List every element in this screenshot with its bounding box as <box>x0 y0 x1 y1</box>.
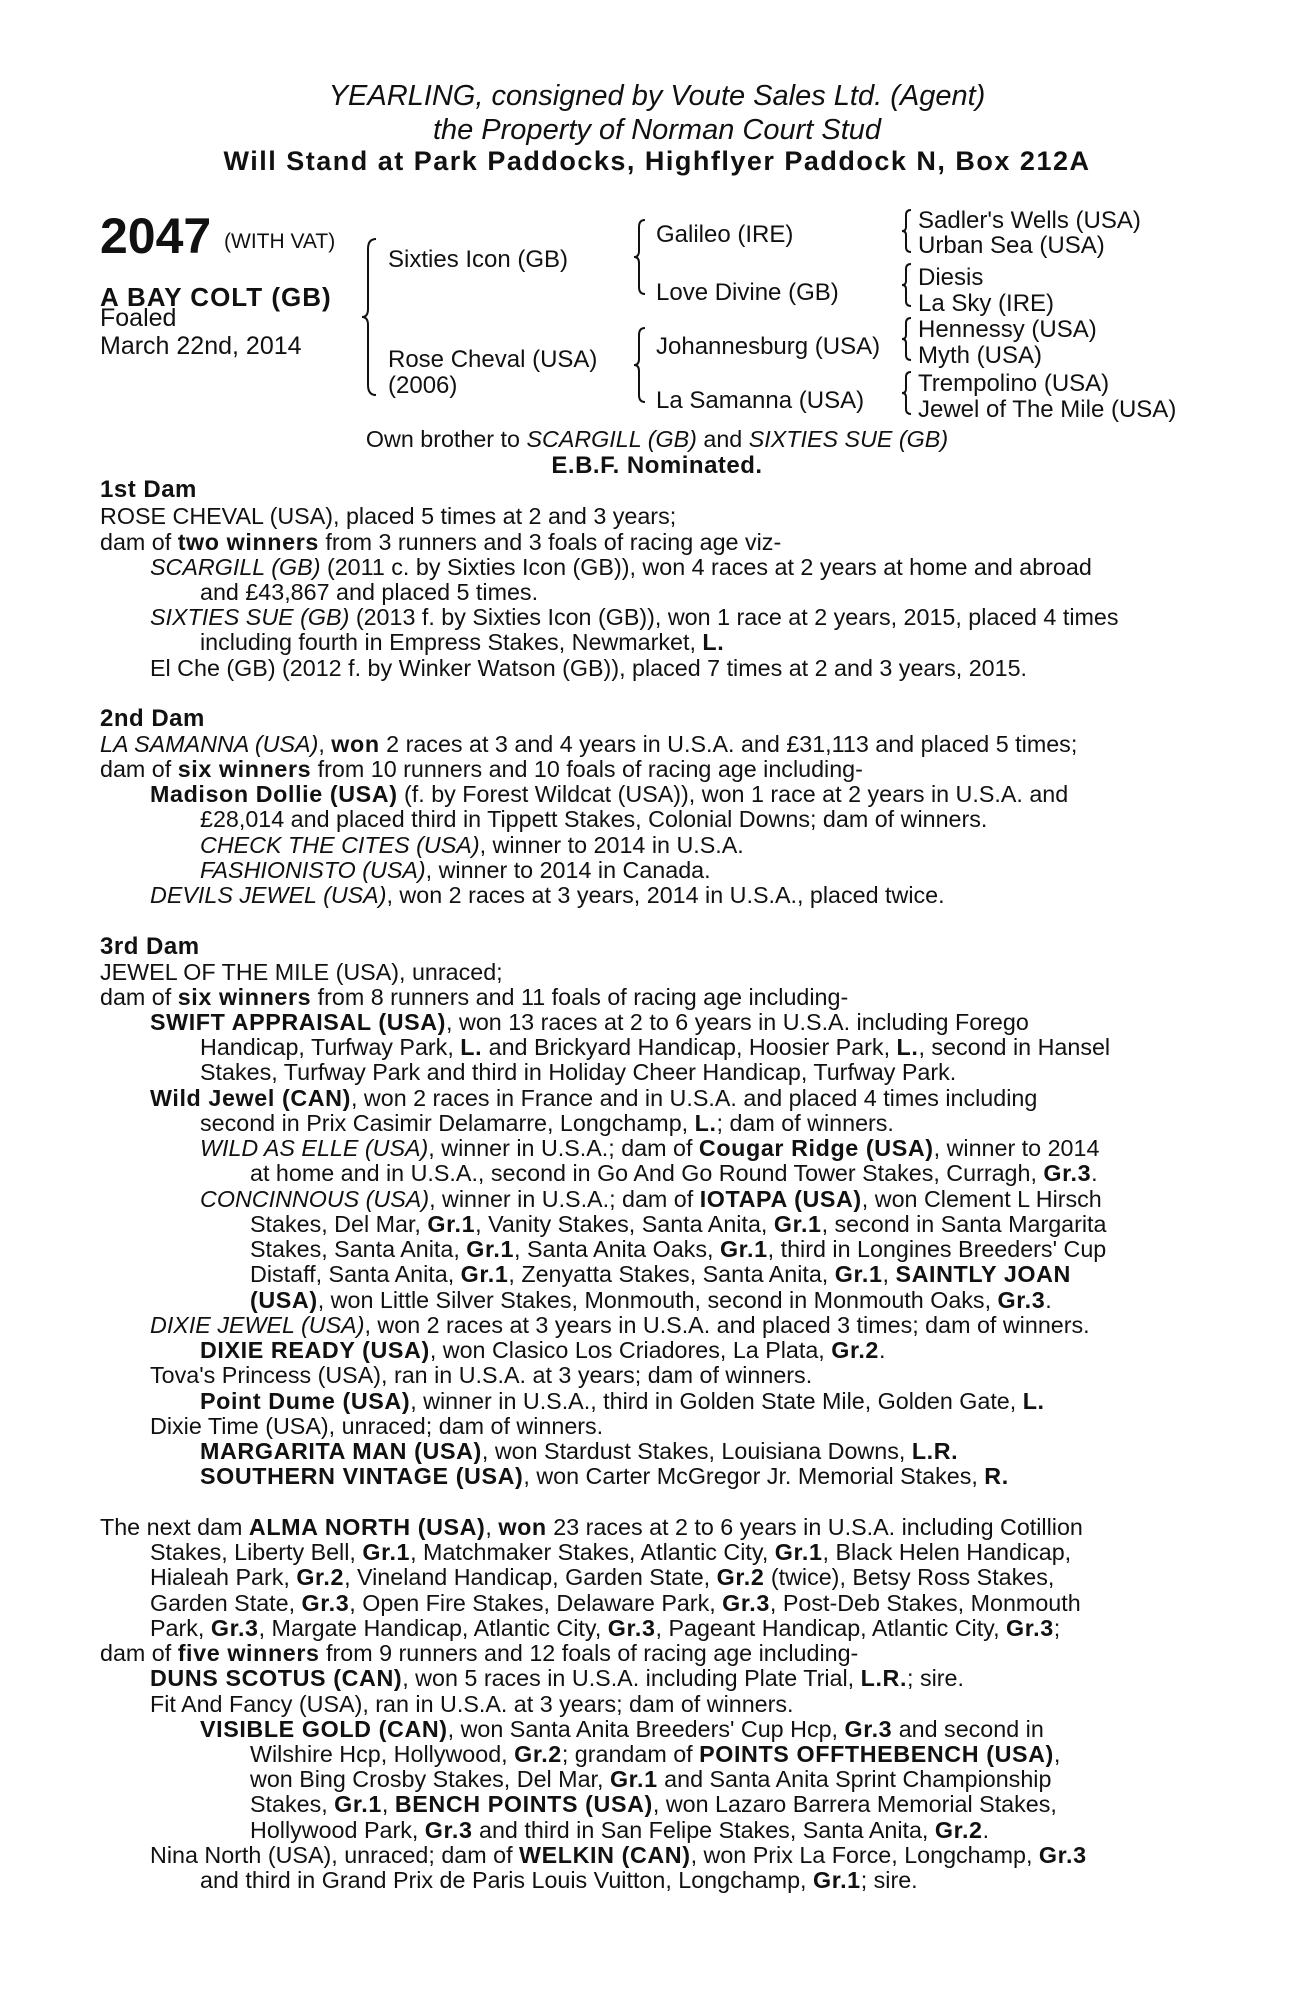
second-dam-line: Madison Dollie (USA) (f. by Forest Wildcat (USA)), won 1 race at 2 years in U.S.A. and <box>150 781 1069 807</box>
header-consignor: YEARLING, consigned by Voute Sales Ltd. (Agent) <box>328 80 986 112</box>
third-dam-line: at home and in U.S.A., second in Go And Go Round Tower Stakes, Curragh, Gr.3. <box>250 1160 1098 1186</box>
next-dam-line: Garden State, Gr.3, Open Fire Stakes, Delaware Park, Gr.3, Post-Deb Stakes, Monmouth <box>150 1590 1081 1616</box>
next-dam-line: Fit And Fancy (USA), ran in U.S.A. at 3 years; dam of winners. <box>150 1691 794 1717</box>
next-dam-line: Wilshire Hcp, Hollywood, Gr.2; grandam of POINTS OFFTHEBENCH (USA), <box>250 1741 1061 1767</box>
pedigree-dam-sire: Johannesburg (USA) <box>656 333 881 360</box>
third-dam-line: Point Dume (USA), winner in U.S.A., third in Golden State Mile, Golden Gate, L. <box>200 1388 1045 1414</box>
header-property: the Property of Norman Court Stud <box>432 114 882 146</box>
foaled-date: March 22nd, 2014 <box>100 332 302 360</box>
third-dam-line: dam of six winners from 8 runners and 11 foals of racing age including- <box>100 984 849 1010</box>
lot-description: A BAY COLT (GB) <box>100 282 332 312</box>
lot-vat: (WITH VAT) <box>224 230 336 253</box>
pedigree-brace-gg4 <box>900 369 914 417</box>
pedigree-brace-dam <box>632 325 648 405</box>
third-dam-line: DIXIE READY (USA), won Clasico Los Criadores, La Plata, Gr.2. <box>200 1337 886 1363</box>
pedigree-ggd2: La Sky (IRE) <box>918 290 1055 317</box>
first-dam-line: SCARGILL (GB) (2011 c. by Sixties Icon (GB)), won 4 races at 2 years at home and abroad <box>150 554 1092 580</box>
third-dam-line: (USA), won Little Silver Stakes, Monmouth, second in Monmouth Oaks, Gr.3. <box>250 1287 1052 1313</box>
first-dam-heading: 1st Dam <box>100 476 197 503</box>
first-dam-line: SIXTIES SUE (GB) (2013 f. by Sixties Icon (GB)), won 1 race at 2 years, 2015, placed 4 times <box>150 604 1119 630</box>
third-dam-line: Wild Jewel (CAN), won 2 races in France and in U.S.A. and placed 4 times including <box>150 1085 1038 1111</box>
pedigree-ggs2: Diesis <box>918 264 984 291</box>
third-dam-line: second in Prix Casimir Delamarre, Longchamp, L.; dam of winners. <box>200 1110 894 1136</box>
third-dam-line: SWIFT APPRAISAL (USA), won 13 races at 2 to 6 years in U.S.A. including Forego <box>150 1009 1029 1035</box>
first-dam-line: ROSE CHEVAL (USA), placed 5 times at 2 and 3 years; <box>100 503 677 529</box>
second-dam-line: FASHIONISTO (USA), winner to 2014 in Canada. <box>200 857 711 883</box>
next-dam-line: VISIBLE GOLD (CAN), won Santa Anita Breeders' Cup Hcp, Gr.3 and second in <box>200 1716 1044 1742</box>
pedigree-brace-gg2 <box>900 261 914 309</box>
third-dam-line: SOUTHERN VINTAGE (USA), won Carter McGregor Jr. Memorial Stakes, R. <box>200 1463 1009 1489</box>
third-dam-line: Handicap, Turfway Park, L. and Brickyard Handicap, Hoosier Park, L., second in Hansel <box>200 1034 1111 1060</box>
third-dam-line: WILD AS ELLE (USA), winner in U.S.A.; dam of Cougar Ridge (USA), winner to 2014 <box>200 1135 1100 1161</box>
next-dam-line: Hialeah Park, Gr.2, Vineland Handicap, Garden State, Gr.2 (twice), Betsy Ross Stakes, <box>150 1564 1055 1590</box>
third-dam-line: Tova's Princess (USA), ran in U.S.A. at 3 years; dam of winners. <box>150 1362 813 1388</box>
second-dam-line: dam of six winners from 10 runners and 10 foals of racing age including- <box>100 756 863 782</box>
next-dam-line: and third in Grand Prix de Paris Louis Vuitton, Longchamp, Gr.1; sire. <box>200 1867 918 1893</box>
next-dam-line: dam of five winners from 9 runners and 12 foals of racing age including- <box>100 1640 859 1666</box>
pedigree-ggs4: Trempolino (USA) <box>918 370 1110 397</box>
pedigree-sire: Sixties Icon (GB) <box>388 246 569 273</box>
pedigree-brace-gg1 <box>900 207 914 255</box>
pedigree-dam: Rose Cheval (USA) <box>388 346 598 373</box>
pedigree-ggs3: Hennessy (USA) <box>918 316 1097 343</box>
pedigree-sire-dam: Love Divine (GB) <box>656 279 839 306</box>
pedigree-dam-year: (2006) <box>388 372 458 399</box>
third-dam-line: MARGARITA MAN (USA), won Stardust Stakes, Louisiana Downs, L.R. <box>200 1438 959 1464</box>
third-dam-line: CONCINNOUS (USA), winner in U.S.A.; dam of IOTAPA (USA), won Clement L Hirsch <box>200 1186 1102 1212</box>
lot-number: 2047 <box>100 208 212 264</box>
third-dam-line: Stakes, Turfway Park and third in Holiday Cheer Handicap, Turfway Park. <box>200 1059 957 1085</box>
second-dam-line: LA SAMANNA (USA), won 2 races at 3 and 4 years in U.S.A. and £31,113 and placed 5 times; <box>100 731 1078 757</box>
own-brother-note: Own brother to SCARGILL (GB) and SIXTIES SUE (GB) <box>365 426 949 452</box>
next-dam-line: Nina North (USA), unraced; dam of WELKIN (CAN), won Prix La Force, Longchamp, Gr.3 <box>150 1842 1087 1868</box>
header-location: Will Stand at Park Paddocks, Highflyer Paddock N, Box 212A <box>223 146 1091 176</box>
second-dam-line: CHECK THE CITES (USA), winner to 2014 in U.S.A. <box>200 832 744 858</box>
next-dam-line: Stakes, Gr.1, BENCH POINTS (USA), won Lazaro Barrera Memorial Stakes, <box>250 1791 1057 1817</box>
pedigree-brace-gg3 <box>900 315 914 363</box>
next-dam-line: won Bing Crosby Stakes, Del Mar, Gr.1 and Santa Anita Sprint Championship <box>250 1766 1052 1792</box>
ebf-nominated: E.B.F. Nominated. <box>551 452 763 479</box>
pedigree-ggd4: Jewel of The Mile (USA) <box>918 396 1177 423</box>
next-dam-line: Park, Gr.3, Margate Handicap, Atlantic City, Gr.3, Pageant Handicap, Atlantic City, Gr.3; <box>150 1615 1061 1641</box>
pedigree-ggd3: Myth (USA) <box>918 342 1043 369</box>
next-dam-line: DUNS SCOTUS (CAN), won 5 races in U.S.A. including Plate Trial, L.R.; sire. <box>150 1665 964 1691</box>
second-dam-heading: 2nd Dam <box>100 705 205 732</box>
first-dam-line: dam of two winners from 3 runners and 3 foals of racing age viz- <box>100 529 782 555</box>
third-dam-line: Distaff, Santa Anita, Gr.1, Zenyatta Stakes, Santa Anita, Gr.1, SAINTLY JOAN <box>250 1261 1071 1287</box>
next-dam-line: Hollywood Park, Gr.3 and third in San Felipe Stakes, Santa Anita, Gr.2. <box>250 1817 990 1843</box>
third-dam-heading: 3rd Dam <box>100 933 200 960</box>
next-dam-line: Stakes, Liberty Bell, Gr.1, Matchmaker Stakes, Atlantic City, Gr.1, Black Helen Handicap, <box>150 1539 1072 1565</box>
foaled-label: Foaled <box>100 304 177 332</box>
pedigree-dam-dam: La Samanna (USA) <box>656 387 865 414</box>
pedigree-sire-sire: Galileo (IRE) <box>656 221 794 248</box>
third-dam-line: Dixie Time (USA), unraced; dam of winners. <box>150 1413 604 1439</box>
third-dam-line: JEWEL OF THE MILE (USA), unraced; <box>100 959 503 985</box>
third-dam-line: DIXIE JEWEL (USA), won 2 races at 3 years in U.S.A. and placed 3 times; dam of winners. <box>150 1312 1090 1338</box>
first-dam-line: El Che (GB) (2012 f. by Winker Watson (GB)), placed 7 times at 2 and 3 years, 2015. <box>150 655 1028 681</box>
pedigree-ggs1: Sadler's Wells (USA) <box>918 207 1141 234</box>
next-dam-line: The next dam ALMA NORTH (USA), won 23 races at 2 to 6 years in U.S.A. including Cotillion <box>100 1514 1083 1540</box>
second-dam-line: DEVILS JEWEL (USA), won 2 races at 3 years, 2014 in U.S.A., placed twice. <box>150 882 945 908</box>
second-dam-line: £28,014 and placed third in Tippett Stakes, Colonial Downs; dam of winners. <box>200 806 988 832</box>
pedigree-brace-sire <box>632 217 648 297</box>
pedigree-ggd1: Urban Sea (USA) <box>918 232 1105 259</box>
third-dam-line: Stakes, Del Mar, Gr.1, Vanity Stakes, Santa Anita, Gr.1, second in Santa Margarita <box>250 1211 1107 1237</box>
first-dam-line: and £43,867 and placed 5 times. <box>200 579 539 605</box>
pedigree-brace-main <box>360 235 380 400</box>
third-dam-line: Stakes, Santa Anita, Gr.1, Santa Anita Oaks, Gr.1, third in Longines Breeders' Cup <box>250 1236 1107 1262</box>
first-dam-line: including fourth in Empress Stakes, Newmarket, L. <box>200 629 725 655</box>
